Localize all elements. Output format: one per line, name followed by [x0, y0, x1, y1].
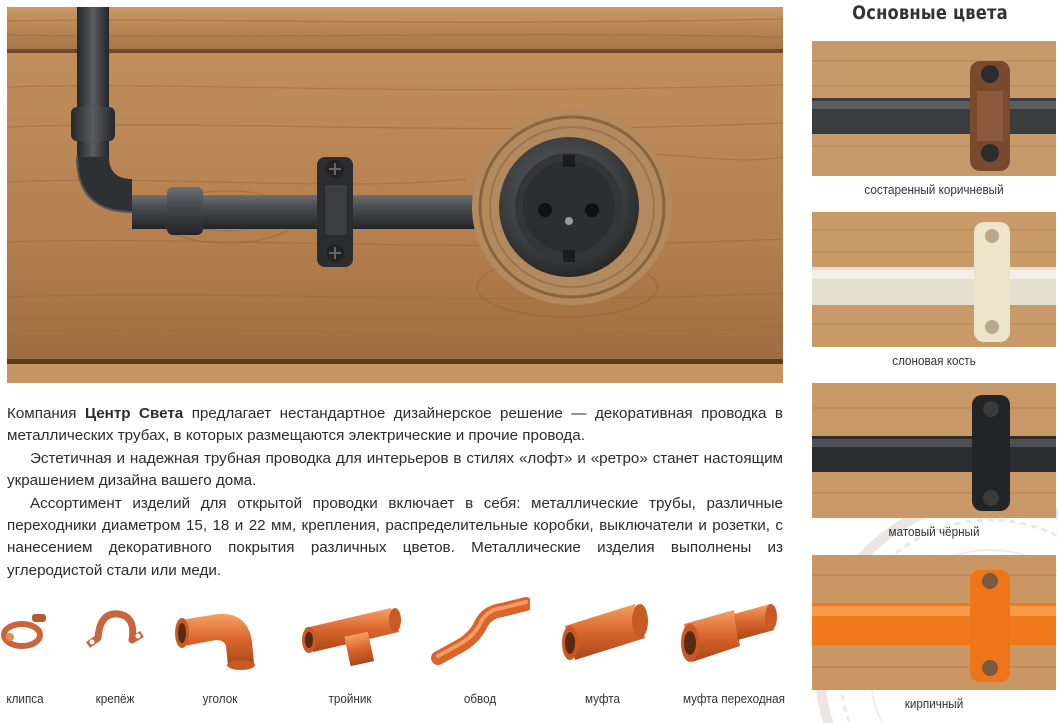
product-label-clip: клипса [6, 691, 44, 706]
swatch-aged-brown-label: состаренный коричневый [864, 182, 1004, 197]
intro-text-part: Компания [7, 405, 85, 422]
bracket-icon [80, 590, 150, 670]
coupling-icon [555, 590, 650, 670]
swatch-brick [812, 555, 1056, 690]
intro-paragraph-3: Ассортимент изделий для открытой проводки включает в себя: металлические трубы, различные переходники диаметром 15, 18 и 22 мм, крепления, распределительные коробки, выключатели и розетки, с нанесением декоративного покрытия различных цветов. Металлические изделия выполнены из углеродистой стали или меди. [7, 494, 783, 579]
offset-icon [430, 590, 530, 670]
product-label-bracket: крепёж [95, 691, 135, 706]
intro-text [7, 403, 783, 582]
elbow-icon [170, 590, 270, 670]
hero-photo [7, 7, 783, 383]
intro-text-part: предлагает нестандартное дизайнерское решение — декоративная проводка в металлических трубах, в которых размещаются электрические и прочие провода. [7, 405, 783, 445]
swatch-matte-black-label: матовый чёрный [888, 524, 980, 539]
product-label-offset: обвод [463, 691, 497, 706]
swatch-ivory [812, 212, 1056, 347]
product-label-reducer-coupling: муфта переходная [683, 691, 785, 706]
brand-name: Центр Света [84, 405, 184, 422]
product-label-tee: тройник [328, 691, 372, 706]
product-label-elbow: уголок [202, 691, 238, 706]
clip-icon [0, 590, 50, 670]
reducer-coupling-icon [678, 590, 778, 670]
swatch-aged-brown [812, 41, 1056, 176]
product-label-coupling: муфта [584, 691, 620, 706]
swatch-brick-label: кирпичный [904, 696, 964, 711]
intro-paragraph-1 [7, 403, 783, 448]
colors-title: Основные цвета [852, 2, 1008, 24]
swatch-ivory-label: слоновая кость [892, 353, 976, 368]
intro-paragraph-2: Эстетичная и надежная трубная проводка для интерьеров в стилях «лофт» и «ретро» станет настоящим украшением дизайна вашего дома. [7, 449, 783, 490]
swatch-matte-black [812, 383, 1056, 518]
tee-icon [295, 590, 405, 670]
